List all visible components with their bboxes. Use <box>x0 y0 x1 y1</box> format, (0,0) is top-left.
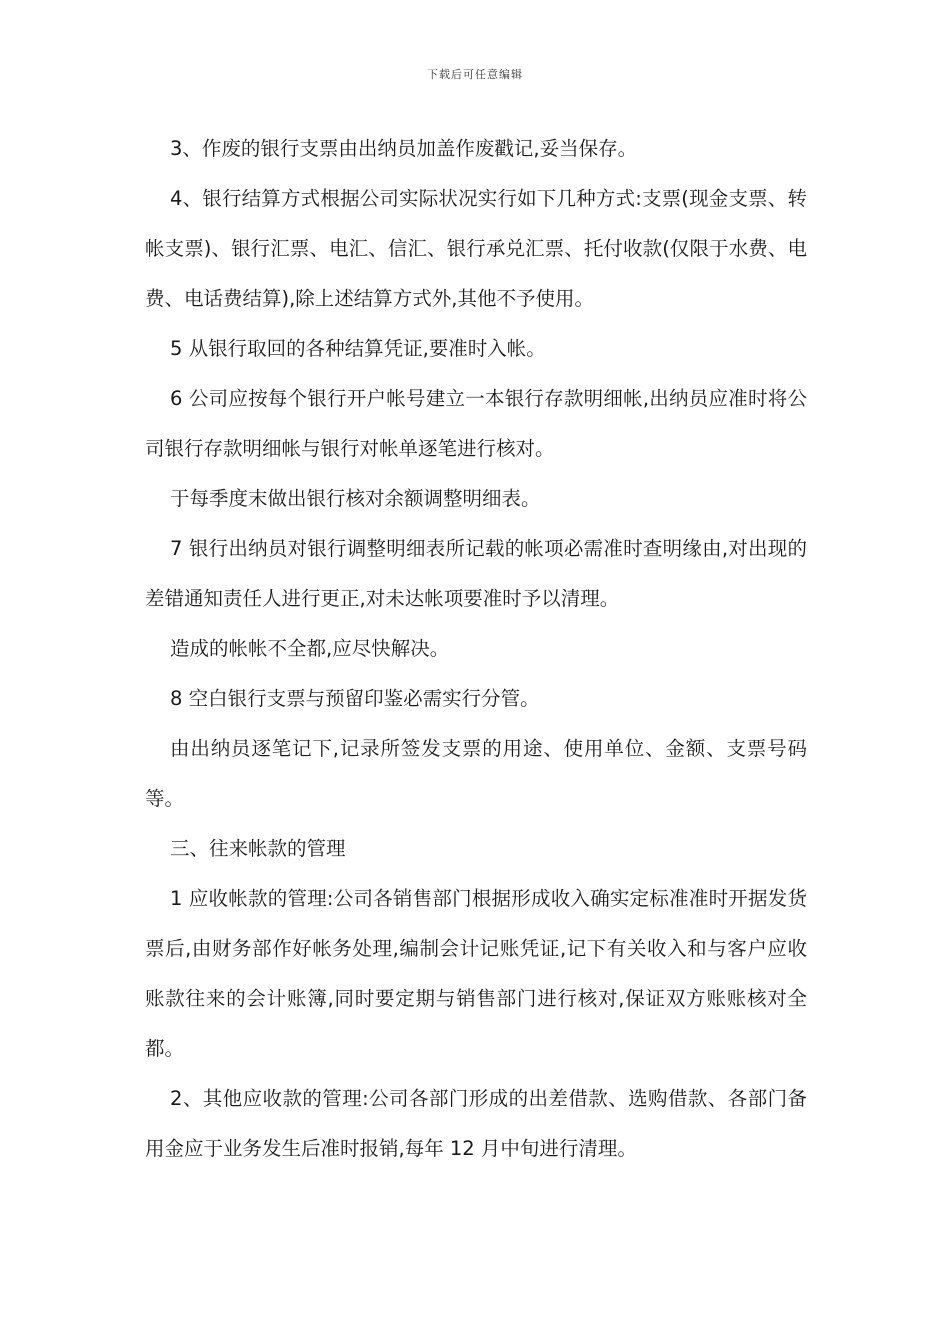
paragraph-4-settlement-methods: 4、银行结算方式根据公司实际状况实行如下几种方式:支票(现金支票、转帐支票)、银行汇票、电汇、信汇、银行承兑汇票、托付收款(仅限于水费、电费、电话费结算),除上述结算方式外,其他不予使用。 <box>145 187 807 310</box>
document-body <box>145 124 807 1174</box>
paragraph-2-other-receivables: 2、其他应收款的管理:公司各部门形成的出差借款、选购借款、各部门备用金应于业务发生后准时报销,每年 12 月中旬进行清理。 <box>145 1087 807 1160</box>
paragraph-quarterly-reconciliation: 于每季度末做出银行核对余额调整明细表。 <box>170 487 541 510</box>
section-heading-accounts: 三、往来帐款的管理 <box>170 837 346 860</box>
paragraph-1-receivables: 1 应收帐款的管理:公司各销售部门根据形成收入确实定标准准时开据发货票后,由财务部作好帐务处理,编制会计记账凭证,记下有关收入和与客户应收账款往来的会计账簿,同时要定期与销售部门进行核对,保证双方账账核对全都。 <box>145 887 807 1060</box>
paragraph-6-bank-ledger: 6 公司应按每个银行开户帐号建立一本银行存款明细帐,出纳员应准时将公司银行存款明细帐与银行对帐单逐笔进行核对。 <box>145 387 807 460</box>
paragraph-7-adjustment-items: 7 银行出纳员对银行调整明细表所记载的帐项必需准时查明缘由,对出现的差错通知责任人进行更正,对未达帐项要准时予以清理。 <box>145 537 807 610</box>
paragraph-5-settlement-vouchers: 5 从银行取回的各种结算凭证,要准时入帐。 <box>170 337 546 360</box>
paragraph-mismatch-resolution: 造成的帐帐不全都,应尽快解决。 <box>170 637 450 660</box>
paragraph-8-blank-checks: 8 空白银行支票与预留印鉴必需实行分管。 <box>170 687 540 710</box>
paragraph-3-voided-checks: 3、作废的银行支票由出纳员加盖作废戳记,妥当保存。 <box>170 137 638 160</box>
paragraph-check-record: 由出纳员逐笔记下,记录所签发支票的用途、使用单位、金额、支票号码等。 <box>145 737 807 810</box>
page-header: 下载后可任意编辑 <box>427 68 523 81</box>
